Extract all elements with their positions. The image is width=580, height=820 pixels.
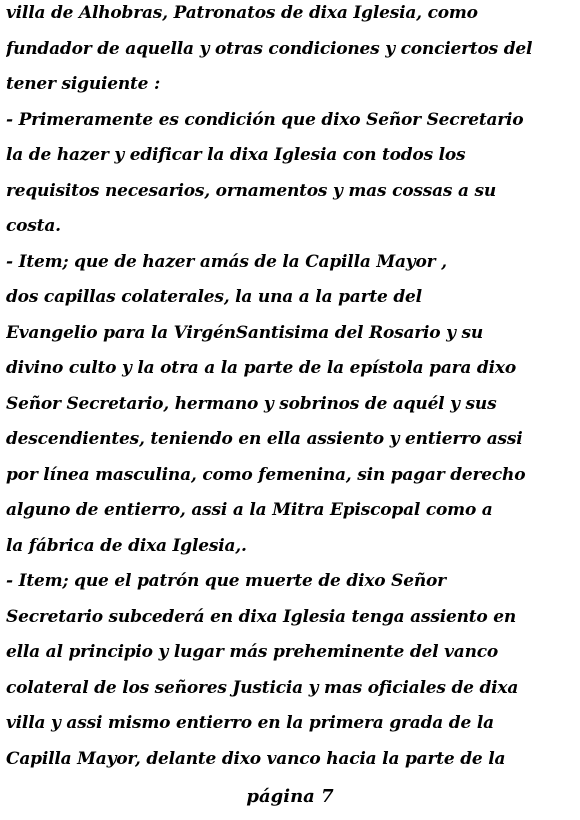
text-line: alguno de entierro, assi a la Mitra Episcopal como a xyxy=(6,500,493,520)
text-line: - Primeramente es condición que dixo Señor Secretario xyxy=(6,109,524,130)
text-line: Señor Secretario, hermano y sobrinos de aquél y sus xyxy=(6,393,497,414)
text-line: colateral de los señores Justicia y mas oficiales de dixa xyxy=(6,677,519,698)
text-line: la fábrica de dixa Iglesia,. xyxy=(6,535,247,556)
text-line: divino culto y la otra a la parte de la epístola para dixo xyxy=(6,358,516,378)
text-line: villa de Alhobras, Patronatos de dixa Iglesia, como xyxy=(6,3,478,23)
text-line: Evangelio para la VirgénSantisima del Rosario y su xyxy=(6,322,484,343)
text-line: ella al principio y lugar más preheminente del vanco xyxy=(6,642,499,662)
text-line: villa y assi mismo entierro en la primera grada de la xyxy=(6,713,494,733)
text-line: - Item; que el patrón que muerte de dixo Señor xyxy=(6,571,446,591)
text-line: dos capillas colaterales, la una a la parte del xyxy=(6,287,422,307)
text-line: - Item; que de hazer amás de la Capilla Mayor , xyxy=(6,251,447,272)
text-line: Secretario subcederá en dixa Iglesia tenga assiento en xyxy=(6,606,517,627)
text-line: descendientes, teniendo en ella assiento y entierro assi xyxy=(6,429,523,449)
text-line: requisitos necesarios, ornamentos y mas cossas a su xyxy=(6,180,497,201)
page-number: página 7 xyxy=(246,786,334,807)
text-line: por línea masculina, como femenina, sin pagar derecho xyxy=(6,464,526,485)
text-line: Capilla Mayor, delante dixo vanco hacia la parte de la xyxy=(6,748,506,769)
text-line: tener siguiente : xyxy=(6,74,161,94)
text-line: fundador de aquella y otras condiciones y conciertos del xyxy=(6,38,533,59)
text-line: costa. xyxy=(6,216,61,236)
text-line: la de hazer y edificar la dixa Iglesia con todos los xyxy=(6,145,466,165)
